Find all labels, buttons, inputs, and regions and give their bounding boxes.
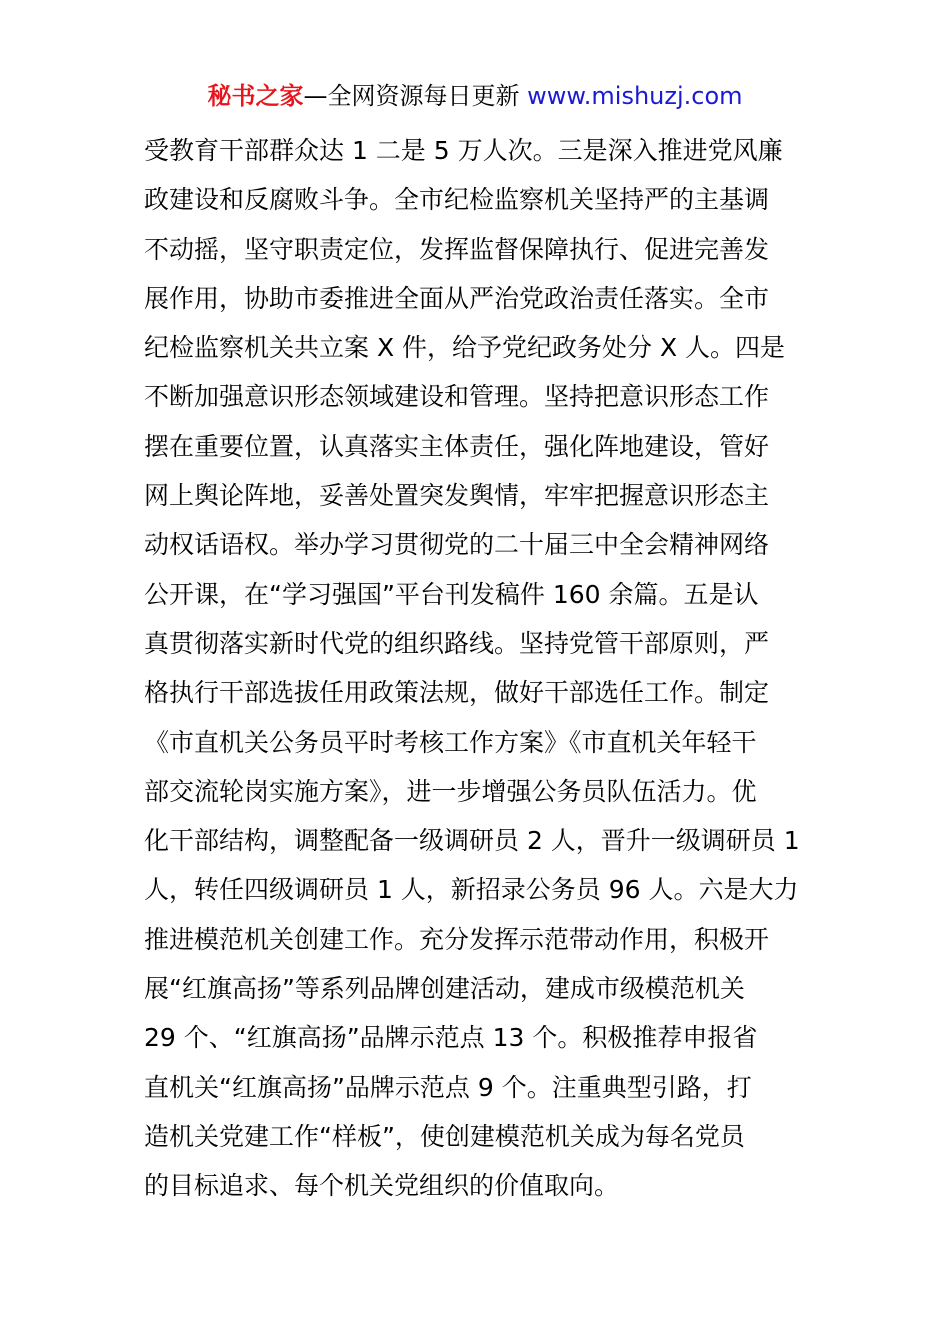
text-line: 不断加强意识形态领域建设和管理。坚持把意识形态工作: [144, 382, 770, 412]
text-line: 受教育干部群众达 1 二是 5 万人次。三是深入推进党风廉: [144, 136, 783, 165]
text-line: 展作用，协助市委推进全面从严治党政治责任落实。全市: [144, 283, 770, 313]
text-line: 《市直机关公务员平时考核工作方案》《市直机关年轻干: [144, 727, 757, 757]
text-line: 人，转任四级调研员 1 人，新招录公务员 96 人。六是大力: [144, 875, 799, 905]
text-line: 直机关“红旗高扬”品牌示范点 9 个。注重典型引路，打: [144, 1072, 752, 1102]
body-paragraph: [144, 126, 808, 1211]
page-header: [0, 79, 950, 113]
brand-name: 秘书之家: [207, 82, 304, 110]
header-tagline: —全网资源每日更新: [303, 82, 520, 110]
text-line: 展“红旗高扬”等系列品牌创建活动，建成市级模范机关: [144, 974, 745, 1004]
text-line: 公开课，在“学习强国”平台刊发稿件 160 余篇。五是认: [144, 579, 759, 609]
text-line: 真贯彻落实新时代党的组织路线。坚持党管干部原则，严: [144, 628, 770, 658]
text-line: 的目标追求、每个机关党组织的价值取向。: [144, 1171, 620, 1201]
text-line: 政建设和反腐败斗争。全市纪检监察机关坚持严的主基调: [144, 185, 770, 215]
text-line: 化干部结构，调整配备一级调研员 2 人，晋升一级调研员 1: [144, 826, 800, 856]
site-url-link[interactable]: www.mishuzj.com: [527, 82, 743, 110]
text-line: 格执行干部选拔任用政策法规，做好干部选任工作。制定: [144, 678, 770, 708]
text-line: 29 个、“红旗高扬”品牌示范点 13 个。积极推荐申报省: [144, 1023, 758, 1053]
text-line: 推进模范机关创建工作。充分发挥示范带动作用，积极开: [144, 924, 770, 954]
text-line: 部交流轮岗实施方案》，进一步增强公务员队伍活力。优: [144, 776, 757, 806]
text-line: 造机关党建工作“样板”，使创建模范机关成为每名党员: [144, 1121, 745, 1151]
text-line: 摆在重要位置，认真落实主体责任，强化阵地建设，管好: [144, 431, 770, 461]
text-line: 动权话语权。举办学习贯彻党的二十届三中全会精神网络: [144, 530, 770, 560]
text-line: 网上舆论阵地，妥善处置突发舆情，牢牢把握意识形态主: [144, 481, 770, 511]
text-line: 纪检监察机关共立案 X 件，给予党纪政务处分 X 人。四是: [144, 333, 786, 363]
text-line: 不动摇，坚守职责定位，发挥监督保障执行、促进完善发: [144, 234, 770, 264]
